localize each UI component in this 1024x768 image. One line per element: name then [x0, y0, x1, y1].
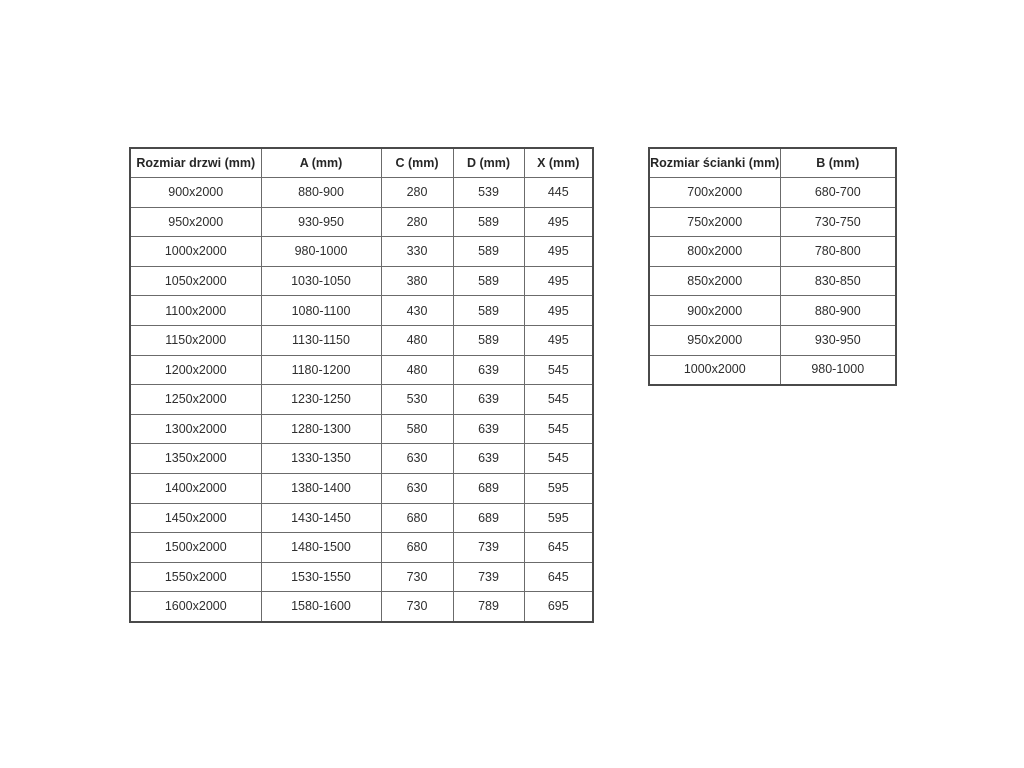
table-cell: 480 — [381, 355, 453, 385]
table-cell: 530 — [381, 385, 453, 415]
table-cell: 595 — [524, 503, 593, 533]
header-row — [649, 148, 896, 178]
table-row — [130, 414, 593, 444]
table-row — [130, 474, 593, 504]
table-row — [649, 178, 896, 208]
table-cell: 1130-1150 — [261, 326, 381, 356]
table-row — [130, 385, 593, 415]
table-cell: 630 — [381, 444, 453, 474]
table-cell: 645 — [524, 562, 593, 592]
table-row — [130, 503, 593, 533]
table-cell: 1480-1500 — [261, 533, 381, 563]
table-cell: 1250x2000 — [130, 385, 261, 415]
table-cell: 1500x2000 — [130, 533, 261, 563]
table-cell: 495 — [524, 296, 593, 326]
table-cell: 800x2000 — [649, 237, 780, 267]
column-header: A (mm) — [261, 148, 381, 178]
table-cell: 630 — [381, 474, 453, 504]
column-header: C (mm) — [381, 148, 453, 178]
table-cell: 730 — [381, 562, 453, 592]
table-cell: 480 — [381, 326, 453, 356]
table-cell: 950x2000 — [130, 207, 261, 237]
table-row — [649, 266, 896, 296]
table-cell: 830-850 — [780, 266, 896, 296]
table-cell: 689 — [453, 503, 524, 533]
table-cell: 1580-1600 — [261, 592, 381, 622]
table-cell: 1230-1250 — [261, 385, 381, 415]
column-header: D (mm) — [453, 148, 524, 178]
table-cell: 1000x2000 — [649, 355, 780, 385]
door-dimensions-table — [129, 147, 594, 623]
table-cell: 900x2000 — [649, 296, 780, 326]
table-cell: 545 — [524, 385, 593, 415]
table-row — [130, 266, 593, 296]
table-cell: 589 — [453, 266, 524, 296]
table-cell: 739 — [453, 533, 524, 563]
table-row — [130, 592, 593, 622]
table-cell: 880-900 — [780, 296, 896, 326]
table-cell: 1180-1200 — [261, 355, 381, 385]
table-cell: 1330-1350 — [261, 444, 381, 474]
table-cell: 780-800 — [780, 237, 896, 267]
table-cell: 1380-1400 — [261, 474, 381, 504]
door-table-header — [130, 148, 593, 178]
table-cell: 680 — [381, 533, 453, 563]
table-cell: 1350x2000 — [130, 444, 261, 474]
wall-table-header — [649, 148, 896, 178]
table-cell: 639 — [453, 444, 524, 474]
table-cell: 595 — [524, 474, 593, 504]
table-cell: 645 — [524, 533, 593, 563]
table-row — [130, 326, 593, 356]
table-row — [649, 207, 896, 237]
table-cell: 589 — [453, 296, 524, 326]
table-cell: 689 — [453, 474, 524, 504]
table-cell: 680 — [381, 503, 453, 533]
table-cell: 980-1000 — [261, 237, 381, 267]
table-cell: 1080-1100 — [261, 296, 381, 326]
table-cell: 280 — [381, 207, 453, 237]
table-cell: 639 — [453, 355, 524, 385]
table-row — [130, 533, 593, 563]
table-cell: 580 — [381, 414, 453, 444]
table-cell: 850x2000 — [649, 266, 780, 296]
table-cell: 900x2000 — [130, 178, 261, 208]
table-cell: 495 — [524, 326, 593, 356]
table-cell: 750x2000 — [649, 207, 780, 237]
table-cell: 1050x2000 — [130, 266, 261, 296]
header-row — [130, 148, 593, 178]
table-cell: 1000x2000 — [130, 237, 261, 267]
table-cell: 980-1000 — [780, 355, 896, 385]
table-cell: 930-950 — [261, 207, 381, 237]
column-header: Rozmiar drzwi (mm) — [130, 148, 261, 178]
table-row — [130, 562, 593, 592]
table-cell: 589 — [453, 326, 524, 356]
table-cell: 495 — [524, 237, 593, 267]
table-cell: 1200x2000 — [130, 355, 261, 385]
table-row — [130, 178, 593, 208]
table-row — [649, 237, 896, 267]
table-cell: 1030-1050 — [261, 266, 381, 296]
table-row — [130, 444, 593, 474]
table-cell: 545 — [524, 444, 593, 474]
door-table-body — [130, 178, 593, 622]
table-cell: 589 — [453, 237, 524, 267]
table-cell: 639 — [453, 414, 524, 444]
table-row — [649, 296, 896, 326]
table-cell: 1150x2000 — [130, 326, 261, 356]
column-header: B (mm) — [780, 148, 896, 178]
table-cell: 1600x2000 — [130, 592, 261, 622]
table-cell: 1100x2000 — [130, 296, 261, 326]
table-cell: 539 — [453, 178, 524, 208]
table-cell: 545 — [524, 355, 593, 385]
table-cell: 639 — [453, 385, 524, 415]
table-cell: 880-900 — [261, 178, 381, 208]
table-cell: 545 — [524, 414, 593, 444]
column-header: Rozmiar ścianki (mm) — [649, 148, 780, 178]
table-cell: 280 — [381, 178, 453, 208]
table-cell: 330 — [381, 237, 453, 267]
table-row — [130, 237, 593, 267]
table-row — [130, 207, 593, 237]
table-cell: 589 — [453, 207, 524, 237]
table-cell: 1280-1300 — [261, 414, 381, 444]
table-cell: 1400x2000 — [130, 474, 261, 504]
table-cell: 930-950 — [780, 326, 896, 356]
table-row — [649, 355, 896, 385]
column-header: X (mm) — [524, 148, 593, 178]
table-cell: 430 — [381, 296, 453, 326]
table-cell: 695 — [524, 592, 593, 622]
table-cell: 1430-1450 — [261, 503, 381, 533]
table-cell: 739 — [453, 562, 524, 592]
table-cell: 380 — [381, 266, 453, 296]
table-cell: 730 — [381, 592, 453, 622]
table-cell: 1530-1550 — [261, 562, 381, 592]
table-row — [649, 326, 896, 356]
table-cell: 730-750 — [780, 207, 896, 237]
table-row — [130, 296, 593, 326]
table-cell: 495 — [524, 207, 593, 237]
table-cell: 680-700 — [780, 178, 896, 208]
table-cell: 495 — [524, 266, 593, 296]
table-cell: 789 — [453, 592, 524, 622]
table-cell: 950x2000 — [649, 326, 780, 356]
table-cell: 700x2000 — [649, 178, 780, 208]
table-row — [130, 355, 593, 385]
table-cell: 1300x2000 — [130, 414, 261, 444]
wall-table-body — [649, 178, 896, 385]
table-cell: 1450x2000 — [130, 503, 261, 533]
wall-dimensions-table — [648, 147, 897, 386]
table-cell: 1550x2000 — [130, 562, 261, 592]
table-cell: 445 — [524, 178, 593, 208]
